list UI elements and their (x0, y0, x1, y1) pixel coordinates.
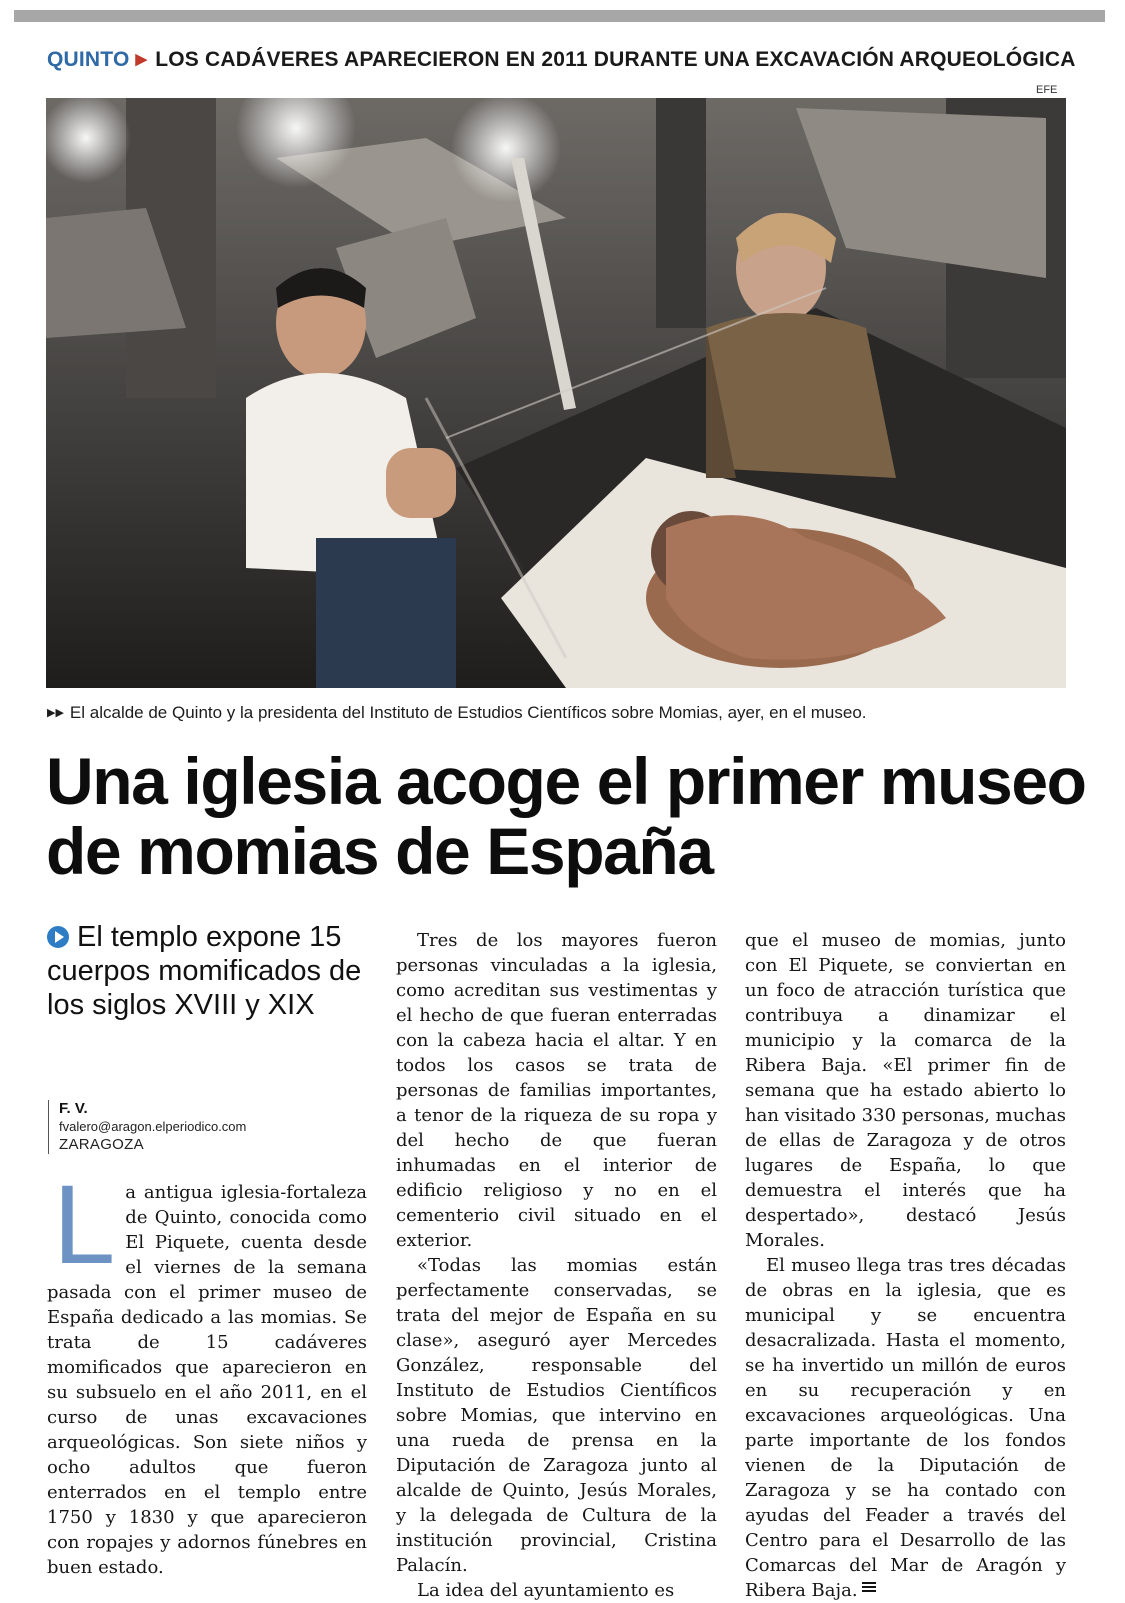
article-photo (46, 98, 1066, 688)
article-paragraph: Tres de los mayores fueron personas vinculadas a la iglesia, como acreditan sus vestimentas y el hecho de que fueran enterradas con la cabeza hacia el altar. Y en todos los casos se trata de personas de familias importantes, a tenor de la riqueza de su ropa y del hecho de que fueran inhumadas en el interior de edificio religioso y no en el cementerio civil situado en el exterior. (396, 930, 717, 1251)
byline-author: F. V. (59, 1100, 88, 1117)
article-column-2 (396, 928, 717, 1603)
byline-city: ZARAGOZA (59, 1136, 144, 1153)
byline-email[interactable]: fvalero@aragon.elperiodico.com (59, 1119, 247, 1134)
end-mark-icon (862, 1580, 876, 1594)
subheadline (47, 920, 377, 1022)
top-rule (14, 10, 1105, 22)
dropcap: L (53, 1162, 116, 1287)
article-paragraph: que el museo de momias, junto con El Piquete, se conviertan en un foco de atracción turística que contribuya a dinamizar el municipio y la comarca de la Ribera Baja. «El primer fin de semana que ha estado abierto lo han visitado 330 personas, muchas de ellas de Zaragoza y de otros lugares de España, lo que demuestra el interés que ha despertado», destacó Jesús Morales. (745, 930, 1066, 1251)
article-paragraph: La idea del ayuntamiento es (417, 1580, 675, 1601)
section-label: QUINTO (47, 48, 130, 71)
kicker-arrow-icon: ▶ (135, 51, 148, 68)
caption-text: El alcalde de Quinto y la presidenta del Instituto de Estudios Científicos sobre Momias, ayer, en el museo. (69, 703, 867, 722)
caption-arrows-icon: ▶▶ (47, 707, 64, 719)
headline: Una iglesia acoge el primer museo de momias de España (46, 744, 1086, 888)
section-kicker (47, 48, 1077, 72)
article-column-3 (745, 928, 1066, 1603)
article-paragraph: «Todas las momias están perfectamente conservadas, se trata del mejor de España en su clase», aseguró ayer Mercedes González, responsable del Instituto de Estudios Científicos sobre Momias, que intervino en una rueda de prensa en la Diputación de Zaragoza junto al alcalde de Quinto, Jesús Morales, y la delegada de Cultura de la institución provincial, Cristina Palacín. (396, 1255, 717, 1576)
article-paragraph (745, 1253, 1066, 1603)
article-column-1 (47, 1162, 367, 1580)
kicker-text: LOS CADÁVERES APARECIERON EN 2011 DURANTE UNA EXCAVACIÓN ARQUEOLÓGICA (155, 48, 1076, 71)
article-paragraph-text: El museo llega tras tres décadas de obras en la iglesia, que es municipal y se encuentra desacralizada. Hasta el momento, se ha invertido un millón de euros en su recuperación y en excavaciones arqueológicas. Una parte importante de los fondos vienen de la Diputación de Zaragoza y se ha contado con ayudas del Feader a través del Centro para el Desarrollo de las Comarcas del Mar de Aragón y Ribera Baja. (745, 1255, 1066, 1601)
byline (48, 1100, 246, 1154)
play-icon (47, 926, 69, 948)
photo-credit: EFE (1036, 84, 1058, 96)
article-paragraph: a antigua iglesia-fortaleza de Quinto, conocida como El Piquete, cuenta desde el viernes de la semana pasada con el primer museo de España dedicado a las momias. Se trata de 15 cadáveres momificados que aparecieron en su subsuelo en el año 2011, en el curso de unas excavaciones arqueológicas. Son siete niños y ocho adultos que fueron enterrados en el templo entre 1750 y 1830 y que aparecieron con ropajes y adornos fúnebres en buen estado. (47, 1182, 367, 1578)
subheadline-text: El templo expone 15 cuerpos momificados de los siglos XVIII y XIX (47, 921, 362, 1021)
photo-caption (47, 703, 867, 723)
